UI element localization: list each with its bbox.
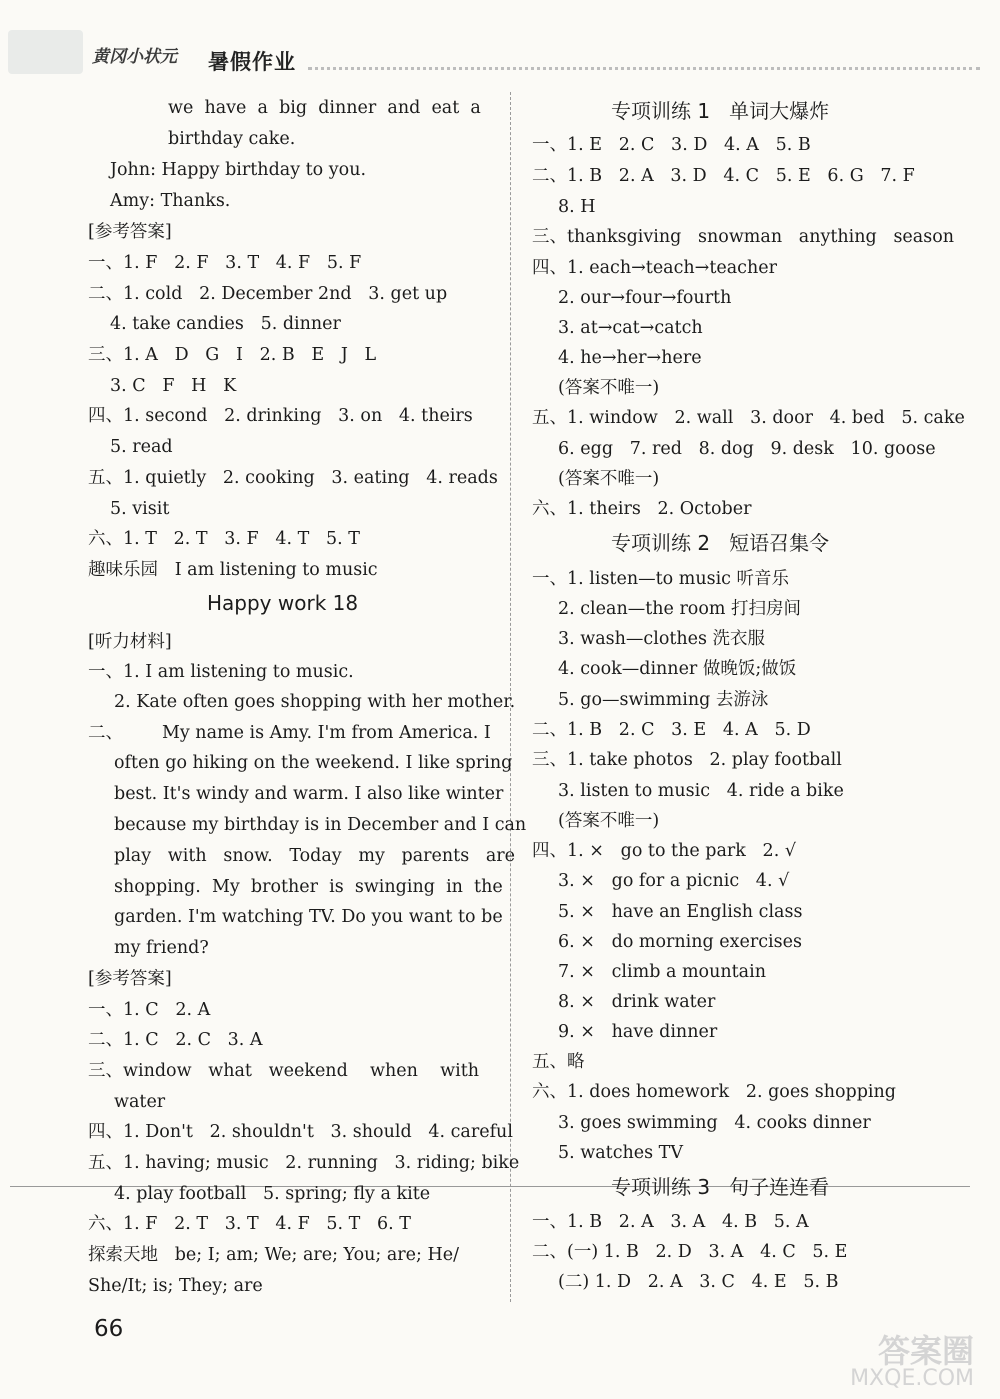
right-line-4: 三、thanksgiving snowman anything season <box>532 227 954 247</box>
left-line-15: 六、1. T 2. T 3. F 4. T 5. T <box>88 529 360 549</box>
right-line-6: 2. our→four→fourth <box>558 288 732 308</box>
left-line-32: water <box>114 1092 166 1112</box>
right-line-7: 3. at→cat→catch <box>558 318 703 338</box>
watermark-logo: 答案圈 <box>877 1332 974 1370</box>
watermark-url: MXQE.COM <box>850 1366 974 1391</box>
right-line-11: 6. egg 7. red 8. dog 9. desk 10. goose <box>558 439 936 459</box>
left-line-12: 5. read <box>110 437 173 457</box>
left-line-16: 趣味乐园 I am listening to music <box>88 560 378 580</box>
left-line-24: play with snow. Today my parents are <box>114 846 516 866</box>
right-line-13: 六、1. theirs 2. October <box>532 499 752 519</box>
left-line-35: 4. play football 5. spring; fly a kite <box>114 1184 431 1204</box>
answer-key-heading-2: [参考答案] <box>88 969 172 989</box>
left-line-11: 四、1. second 2. drinking 3. on 4. theirs <box>88 406 473 426</box>
right-line-30: 五、略 <box>532 1052 585 1072</box>
answer-key-heading: [参考答案] <box>88 222 172 242</box>
left-line-22: best. It's windy and warm. I also like winter <box>114 784 504 804</box>
left-line-6: 一、1. F 2. F 3. T 4. F 5. F <box>88 253 362 273</box>
left-line-23: because my birthday is in December and I can <box>114 815 527 835</box>
right-line-19: 二、1. B 2. C 3. E 4. A 5. D <box>532 720 811 740</box>
left-line-4: Amy: Thanks. <box>110 191 231 211</box>
page-header <box>0 0 1000 80</box>
right-line-32: 3. goes swimming 4. cooks dinner <box>558 1113 871 1133</box>
left-line-25: shopping. My brother is swinging in the <box>114 877 503 897</box>
right-line-1: 一、1. E 2. C 3. D 4. A 5. B <box>532 135 811 155</box>
left-line-33: 四、1. Don't 2. shouldn't 3. should 4. careful <box>88 1122 513 1142</box>
left-line-34: 五、1. having; music 2. running 3. riding; bike <box>88 1153 520 1173</box>
right-line-12: (答案不唯一) <box>558 469 660 489</box>
right-line-2: 二、1. B 2. A 3. D 4. C 5. E 6. G 7. F <box>532 166 915 186</box>
left-line-26: garden. I'm watching TV. Do you want to be <box>114 907 503 927</box>
section-title-happy-work-18: Happy work 18 <box>207 591 359 615</box>
logo-image <box>8 30 83 74</box>
right-line-27: 7. × climb a mountain <box>558 962 766 982</box>
right-line-24: 3. × go for a picnic 4. √ <box>558 871 790 891</box>
left-line-10: 3. C F H K <box>110 376 237 396</box>
right-line-18: 5. go—swimming 去游泳 <box>558 690 769 710</box>
header-dotted-rule <box>308 67 980 70</box>
right-line-31: 六、1. does homework 2. goes shopping <box>532 1082 896 1102</box>
left-line-1: we have a big dinner and eat a <box>168 98 481 118</box>
right-line-22: (答案不唯一) <box>558 811 660 831</box>
right-line-10: 五、1. window 2. wall 3. door 4. bed 5. cake <box>532 408 965 428</box>
right-line-21: 3. listen to music 4. ride a bike <box>558 781 844 801</box>
left-line-38: She/It; is; They; are <box>88 1276 263 1296</box>
right-line-9: (答案不唯一) <box>558 378 660 398</box>
left-line-21: often go hiking on the weekend. I like spring <box>114 753 513 773</box>
left-line-3: John: Happy birthday to you. <box>110 160 367 180</box>
right-line-23: 四、1. × go to the park 2. √ <box>532 841 796 861</box>
right-line-8: 4. he→her→here <box>558 348 702 368</box>
right-line-36: (二) 1. D 2. A 3. C 4. E 5. B <box>558 1272 839 1292</box>
left-line-29: 一、1. C 2. A <box>88 1000 211 1020</box>
header-title: 暑假作业 <box>208 50 296 74</box>
right-line-35: 二、(一) 1. B 2. D 3. A 4. C 5. E <box>532 1242 848 1262</box>
right-line-15: 2. clean—the room 打扫房间 <box>558 599 802 619</box>
brand-logo-text: 黄冈小状元 <box>92 47 177 67</box>
right-line-29: 9. × have dinner <box>558 1022 718 1042</box>
right-line-26: 6. × do morning exercises <box>558 932 802 952</box>
left-line-27: my friend? <box>114 938 209 958</box>
right-line-5: 四、1. each→teach→teacher <box>532 258 777 278</box>
right-line-17: 4. cook—dinner 做晚饭;做饭 <box>558 659 797 679</box>
left-line-13: 五、1. quietly 2. cooking 3. eating 4. reads <box>88 468 498 488</box>
listening-material-heading: [听力材料] <box>88 632 172 652</box>
right-line-28: 8. × drink water <box>558 992 716 1012</box>
right-line-33: 5. watches TV <box>558 1143 683 1163</box>
left-line-2: birthday cake. <box>168 129 296 149</box>
left-line-20: 二、 My name is Amy. I'm from America. I <box>88 723 491 743</box>
left-line-8: 4. take candies 5. dinner <box>110 314 341 334</box>
left-line-37: 探索天地 be; I; am; We; are; You; are; He/ <box>88 1245 459 1265</box>
right-line-25: 5. × have an English class <box>558 902 803 922</box>
section-title-training-3: 专项训练 3 句子连连看 <box>611 1175 830 1199</box>
right-line-3: 8. H <box>558 197 596 217</box>
left-line-30: 二、1. C 2. C 3. A <box>88 1030 263 1050</box>
left-line-18: 一、1. I am listening to music. <box>88 662 354 682</box>
right-line-34: 一、1. B 2. A 3. A 4. B 5. A <box>532 1212 809 1232</box>
left-line-14: 5. visit <box>110 499 170 519</box>
right-line-14: 一、1. listen—to music 听音乐 <box>532 569 790 589</box>
left-line-19: 2. Kate often goes shopping with her mother. <box>114 692 516 712</box>
left-line-7: 二、1. cold 2. December 2nd 3. get up <box>88 284 448 304</box>
section-title-training-2: 专项训练 2 短语召集令 <box>611 531 830 555</box>
right-line-20: 三、1. take photos 2. play football <box>532 750 842 770</box>
right-line-16: 3. wash—clothes 洗衣服 <box>558 629 766 649</box>
section-title-training-1: 专项训练 1 单词大爆炸 <box>611 99 830 123</box>
left-line-9: 三、1. A D G I 2. B E J L <box>88 345 377 365</box>
left-line-36: 六、1. F 2. T 3. T 4. F 5. T 6. T <box>88 1214 411 1234</box>
page-number: 66 <box>94 1316 124 1342</box>
left-line-31: 三、window what weekend when with <box>88 1061 480 1081</box>
